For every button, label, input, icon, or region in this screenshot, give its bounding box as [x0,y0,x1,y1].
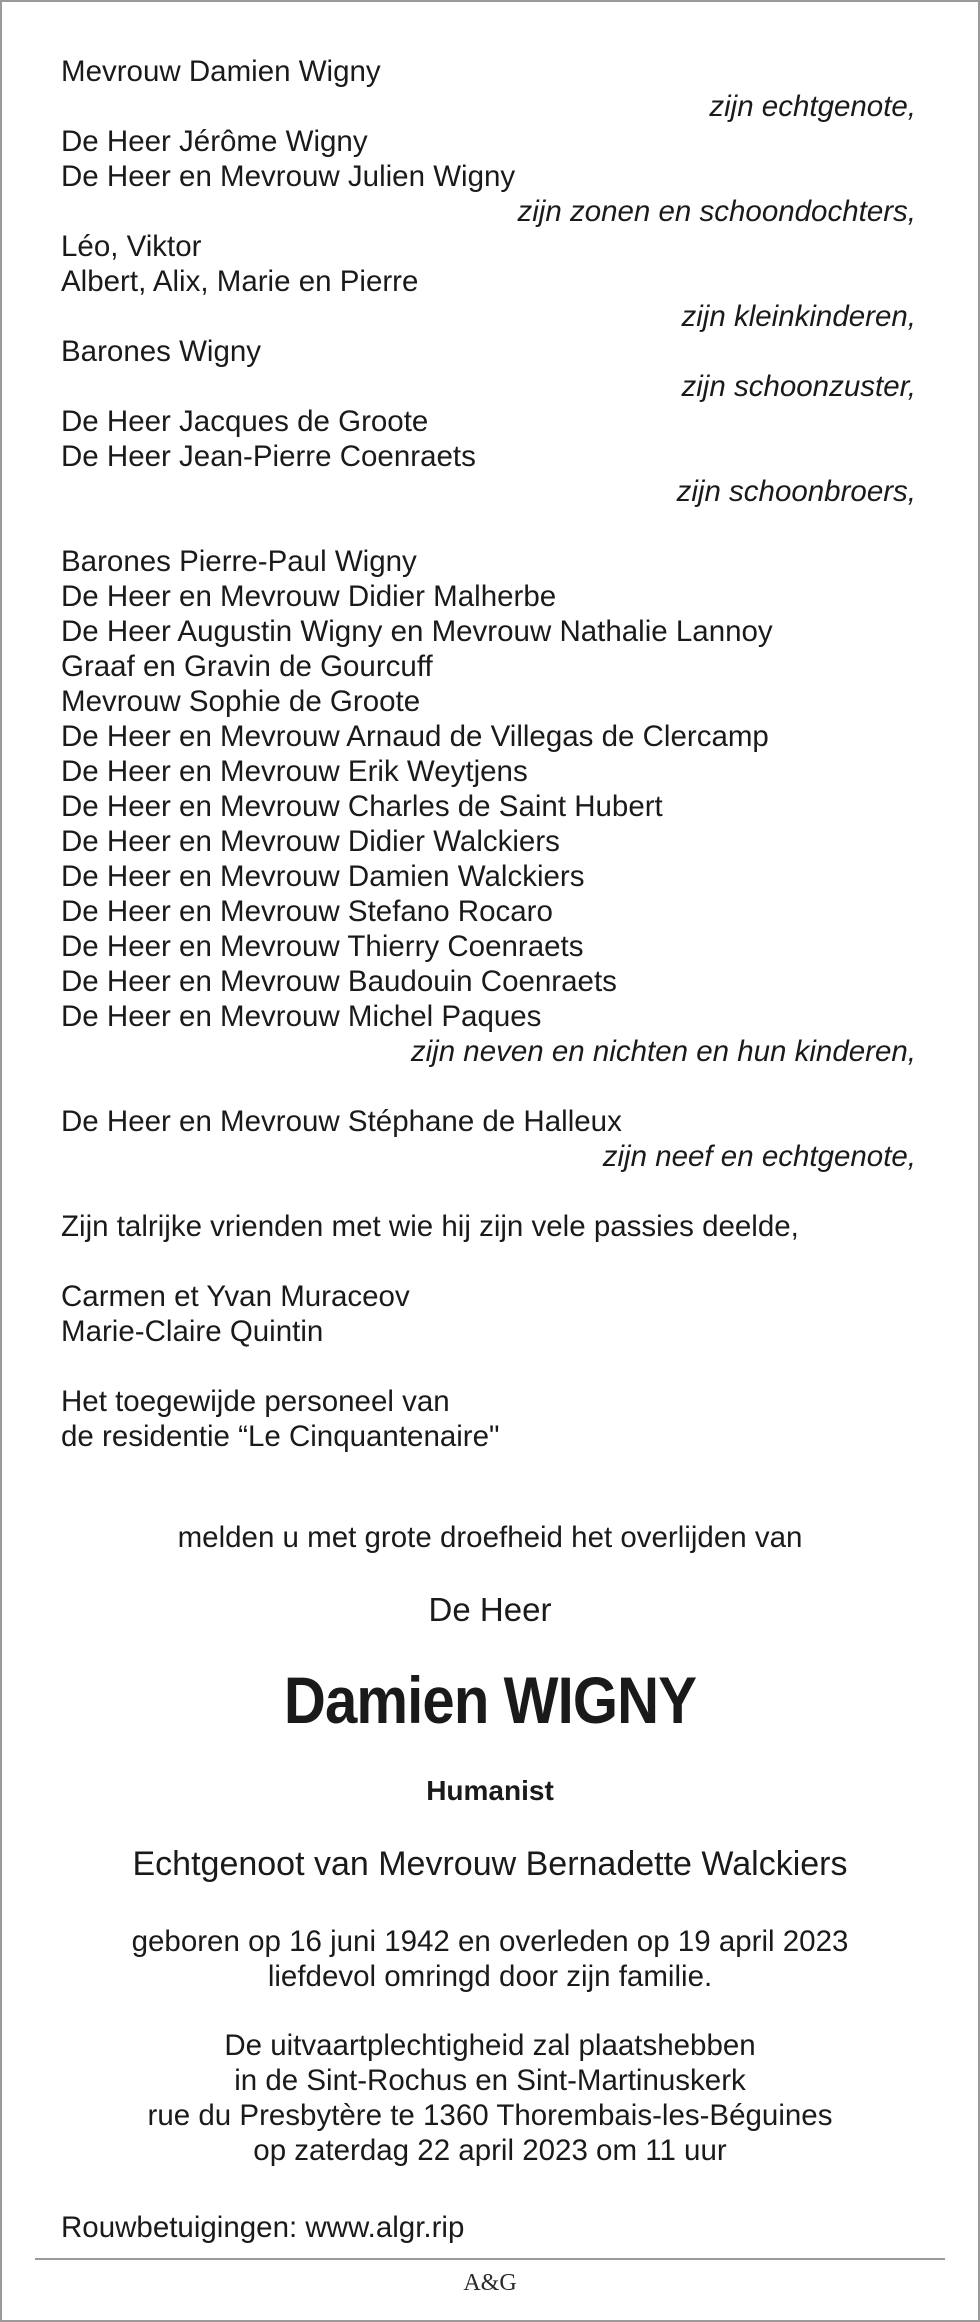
dates-line: geboren op 16 juni 1942 en overleden op 19 april 2023 [131,1925,849,1958]
family-name: Marie-Claire Quintin [61,1315,324,1348]
spacer [61,1174,916,1209]
family-name: De Heer en Mevrouw Baudouin Coenraets [61,965,617,998]
family-name: De Heer Jérôme Wigny [61,125,368,158]
family-name: De Heer en Mevrouw Stefano Rocaro [61,895,553,928]
family-name: De Heer en Mevrouw Arnaud de Villegas de Clercamp [61,720,769,753]
deceased-spouse: Echtgenoot van Mevrouw Bernadette Walckiers [132,1845,848,1883]
family-name: Mevrouw Sophie de Groote [61,685,421,718]
life-dates [2,1924,978,1994]
family-name: De Heer en Mevrouw Thierry Coenraets [61,930,584,963]
spacer [61,1069,916,1104]
deceased-title: De Heer [428,1591,552,1628]
friends-line: Zijn talrijke vrienden met wie hij zijn vele passies deelde, [61,1210,799,1243]
family-name: De Heer en Mevrouw Michel Paques [61,1000,542,1033]
family-name: De Heer en Mevrouw Charles de Saint Hubert [61,790,663,823]
relation-label: zijn schoonbroers, [676,475,916,508]
funeral-details [2,2028,978,2168]
family-name: Barones Pierre-Paul Wigny [61,545,417,578]
family-name: De Heer en Mevrouw Damien Walckiers [61,860,585,893]
divider [35,2258,945,2260]
relation-label: zijn zonen en schoondochters, [517,195,916,228]
condolences-line: Rouwbetuigingen: www.algr.rip [61,2211,465,2244]
funeral-line: De uitvaartplechtigheid zal plaatshebben [224,2029,756,2062]
relation-label: zijn schoonzuster, [681,370,916,403]
family-name: De Heer Jean-Pierre Coenraets [61,440,476,473]
staff-line: de residentie “Le Cinquantenaire" [61,1420,500,1453]
spacer [61,1244,916,1279]
spacer [61,509,916,544]
deceased-occupation: Humanist [426,1775,554,1806]
spacer [61,1349,916,1384]
funeral-line: op zaterdag 22 april 2023 om 11 uur [253,2134,727,2167]
publisher-logo: A&G [463,2270,517,2296]
family-list [61,54,916,1454]
funeral-line: rue du Presbytère te 1360 Thorembais-les-Béguines [147,2099,833,2132]
relation-label: zijn kleinkinderen, [681,300,916,333]
family-name: Barones Wigny [61,335,262,368]
family-name: De Heer en Mevrouw Didier Malherbe [61,580,557,613]
family-name: De Heer Augustin Wigny en Mevrouw Nathalie Lannoy [61,615,773,648]
family-name: Mevrouw Damien Wigny [61,55,381,88]
deceased-name: Damien WIGNY [283,1663,697,1737]
announcement [2,1520,978,1555]
staff-line: Het toegewijde personeel van [61,1385,450,1418]
family-name: Léo, Viktor [61,230,202,263]
dates-line: liefdevol omringd door zijn familie. [267,1960,713,1993]
relation-label: zijn neven en nichten en hun kinderen, [410,1035,916,1068]
family-name: De Heer en Mevrouw Stéphane de Halleux [61,1105,622,1138]
family-name: Carmen et Yvan Muraceov [61,1280,410,1313]
family-name: De Heer Jacques de Groote [61,405,429,438]
funeral-line: in de Sint-Rochus en Sint-Martinuskerk [234,2064,746,2097]
family-name: De Heer en Mevrouw Didier Walckiers [61,825,560,858]
family-name: De Heer en Mevrouw Julien Wigny [61,160,516,193]
relation-label: zijn echtgenote, [709,90,916,123]
family-name: Graaf en Gravin de Gourcuff [61,650,433,683]
relation-label: zijn neef en echtgenote, [602,1140,916,1173]
family-name: De Heer en Mevrouw Erik Weytjens [61,755,528,788]
announcement-text: melden u met grote droefheid het overlijden van [177,1521,803,1554]
family-name: Albert, Alix, Marie en Pierre [61,265,419,298]
